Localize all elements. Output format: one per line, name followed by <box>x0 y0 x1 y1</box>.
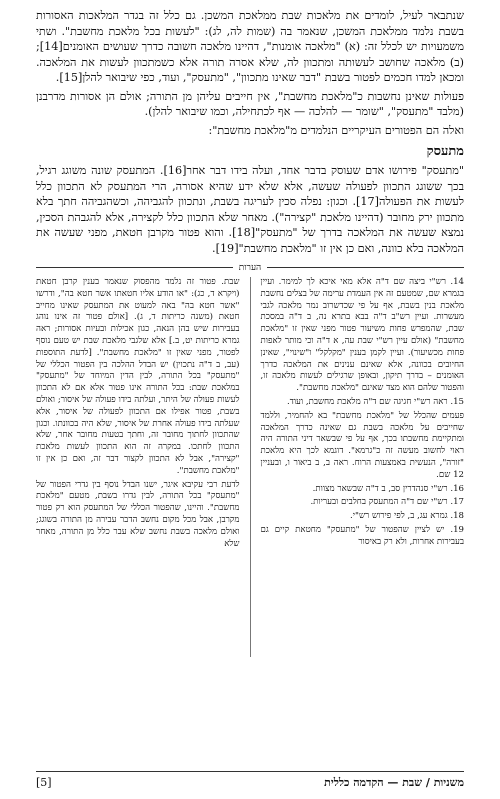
page-footer <box>36 771 464 789</box>
main-paragraph: פעולות שאינן נחשבות כ"מלאכת מחשבת", אין חייבים עליהן מן התורה; אולם הן אסורות מדרבנן (מלבד "מתעסק", "שומר — להלכה — אף לכתחילה, וכמו שיבואר להלן). <box>36 89 464 118</box>
footnote: 18. גמרא עג, ב, לפי פירוש רש"י. <box>350 511 464 522</box>
main-paragraph: שנתבאר לעיל, לומדים את מלאכות שבת ממלאכת המשכן. גם כלל זה בגדר המלאכות האסורות בשבת נלמד ממלאכת המשכן, שנאמר בה (שמות לה, לג): "לעשות בכל מלאכת מחשבת". ושתי משמעויות יש לכלל זה: (א) "מלאכה אומנות", דהיינו מלאכה חשובה כדרך שעושים האומנים[14]; (ב) מלאכה שחושב לעשותה ומתכוון לה, שלא אסרה תורה אלא כשמתכוון לעשות את המלאכה. ומכאן למדו חכמים לפטור בשבת "דבר שאינו מתכוון", "מתעסק", ועוד, כפי שיבואר להלן[15]. <box>36 9 464 84</box>
main-text <box>36 8 464 256</box>
main-paragraph: ואלה הם הפטורים העיקריים הנלמדים מ"מלאכת מחשבת": <box>208 123 464 137</box>
footnote: 19. יש לציין שהפטור של "מתעסק" מחטאת קיים גם בעבירות אחרות, ולא רק באיסור <box>260 524 464 547</box>
notes-label: הערות <box>238 263 262 273</box>
notes-column-right <box>261 277 465 657</box>
page-number: [5] <box>36 776 52 789</box>
footnote: לדעת רבי עקיבא איגר, ישנו הבדל נוסף בין גדרי הפטור של "מתעסק" בכל התורה, לבין גדרו בשבת, מטעם "מלאכת מחשבת". והיינו, שהפטור הכללי של המתעסק הוא רק פטור מקרבן, אבל מכל מקום נחשב הדבר עבירה מן התורה בשוגג; ואולם מלאכה בשבת נחשב שלא עבר כלל מן התורה, מאחר שלא <box>36 479 240 549</box>
footnote: פעמים שהכלל של "מלאכת מחשבת" בא להחמיר, וללמד שחייבים על מלאכה בשבת גם שאינה כדרך המלאכה ומתקיימת מחשבתו בכך, אף על פי שבשאר דיני התורה היה ראוי לחשוב מעשה זה כ"גרמא". דוגמא לכך היא מלאכת "זורה", הנעשית באמצעות הרוח. ראה ב, ב ביאור ו, ובעניין 12 שם. <box>260 410 464 480</box>
section-title: מתעסק <box>426 144 464 159</box>
divider <box>267 267 464 268</box>
notes-column-left <box>36 277 240 657</box>
footnote: 15. ראה רש"י חגיגה שם ד"ה מלאכת מחשבת, ועוד. <box>286 396 464 407</box>
footnote: 14. רש"י ביצה שם ד"ה אלא מאי איכא לך למימר. ועיין בגמרא שם, שמטעם זה אין העמדת ערימה של בצלים נחשבת מלאכת בנין בשבת, אף על פי שכדשרוב נמר מלאכה לגבי מעשרות. ועיין רש"ב ד"ה בבא בתרא נה, ב ד"ה במסכת שבת, שהמפרש פחות משיעור פטור מפני שאין זו "מלאכת מחשבת" (אולם עיין רש"י שבת עה, א ד"ה וכי מותר לאפות פחות מכשיעור). ועיין לקמן בענין "מקלקל" ו"שינוי", שאינן החיובים בכוונה, אלא שאינם ענינים את המלאכה כדרך האומנים – בדרך תיקון, ובאופן שרגילים לעשות מלאכה זו, והפטור שלהם הוא מצד שאינם "מלאכת מחשבת". <box>260 277 464 394</box>
footnote: שבת. פטור זה נלמד מהפסוק שנאמר בענין קרבן חטאת (ויקרא ד, כג): "או הודע אליו חטאתו אשר חטא בה", ודרשו "אשר חטא בה" באה למעוט את המתעסק שאינו מחייב חטאת (משנה כריתות ד, ג). [אולם פטור זה אינו נוהג בעבירות שיש בהן הנאה, כגון אכילות ובעיות אסורות; ראה גמרא כריתות יט, ב.] אלא שלגבי מלאכת שבת יש טעם נוסף לפטור, מפני שאין זו "מלאכת מחשבת". [לדעת התוספות (עב, ב ד"ה נתכוין) יש הבדל ההלכה בין הפטור הכללי של "מתעסק" בכל התורה, לבין הדין המיוחד של "מתעסק" במלאכת שבת: בכל התורה אינו פטור אלא אם לא התכוון לעשות פעולה של היתר, ועלתה בידו פעולה של איסור; ואולם בשבת, פטור אפילו אם התכוון לפעולה של איסור, אלא שעלתה בידו פעולה אחרת של איסור, שלא היה בכוונתו. וכגון שהתכוון לחתוך מחובר זה, וחתך בטעות מחובר אחר, שלא התכוון לחתכו. במקרה זה הוא התכוון לעשות מלאכת "קצירה", אבל לא התכוון לקצור דבר זה, ואם כן אין זו "מלאכת מחשבת". <box>36 277 240 476</box>
footnote: 17. רש"י שם ד"ה המתעסק בחלבים ובעריות. <box>310 497 464 508</box>
running-title: משניות / שבת — הקדמה כללית <box>324 776 464 789</box>
footnotes <box>36 277 464 657</box>
notes-header <box>36 262 464 273</box>
section-paragraph: "מתעסק" פירושו אדם שעוסק בדבר אחד, ועלה בידו דבר אחר[16]. המתעסק שונה משוגג רגיל, בכך ששוגג התכוון לפעולה שעשה, אלא שלא ידע שהיא אסורה, הרי המתעסק לא התכוון כלל לעשות את הפעולה[17]. וכגון: נפלה סכין לעריגה בשבת, ונתכוון להגביהה, וכשהגביהה חתך בלא מתכוון ירק מחובר (דהיינו מלאכת "קצירה"). מאחר שלא התכוון כלל לקצירה, אלא להגבהת הסכין, נמצא שעשה את המלאכה בדרך של "מתעסק"[18]. והוא פטור מקרבן חטאת, מפני שעשה את המלאכה בלא כוונה, ואם כן אין זו "מלאכת מחשבת"[19]. <box>36 164 465 255</box>
divider <box>36 267 233 268</box>
column-divider <box>250 277 251 657</box>
footnote: 16. רש"י סנהדרין סב, ב ד"ה שבשאר מצוות. <box>312 483 464 494</box>
